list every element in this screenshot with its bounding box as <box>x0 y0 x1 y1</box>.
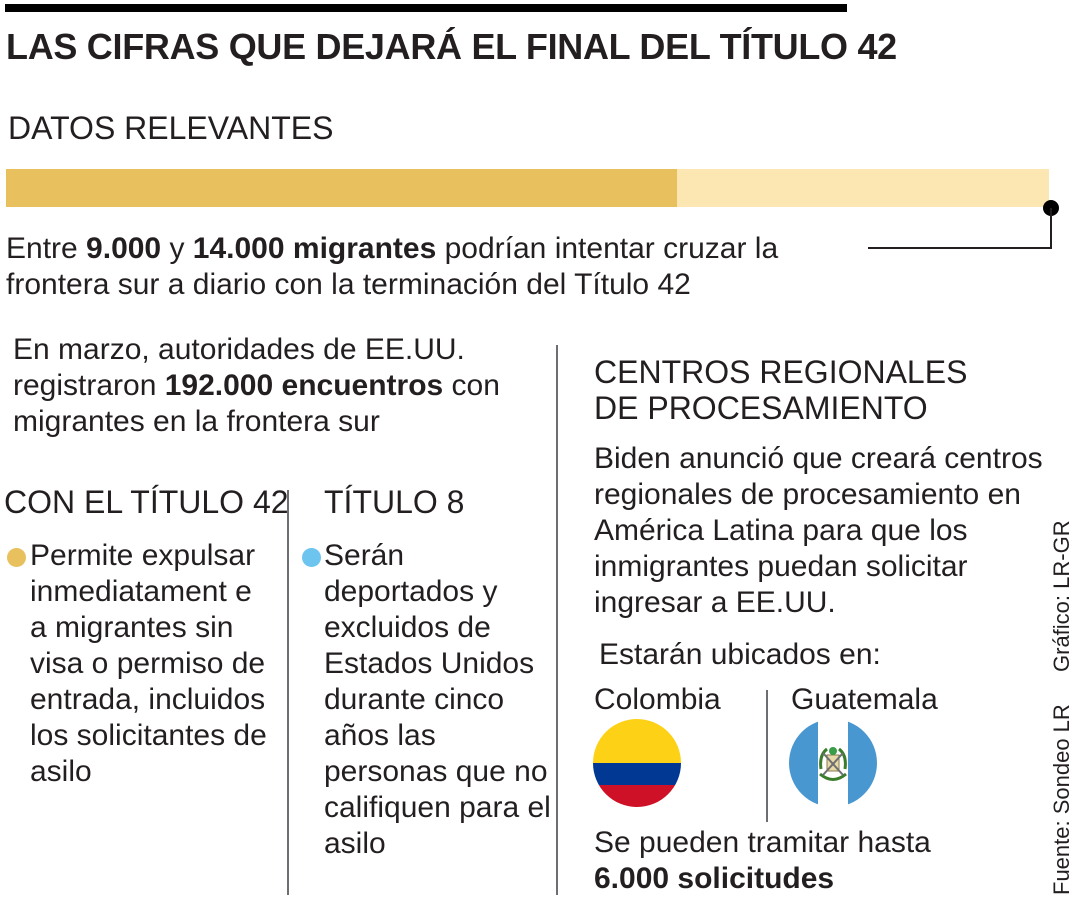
country-label-guatemala: Guatemala <box>791 683 938 716</box>
credit-fuente: Fuente: Sondeo LR <box>1049 704 1074 895</box>
leader-line-vertical <box>1050 208 1052 248</box>
crossing-progress-fill <box>6 169 677 207</box>
credit-grafico: Gráfico: LR-GR <box>1049 520 1074 672</box>
march-post: con migrantes en la frontera sur <box>13 369 500 438</box>
bullet-dot-gold-icon <box>7 548 26 567</box>
crossing-progress-bar <box>6 169 1049 207</box>
crossing-pre: Entre <box>6 232 87 265</box>
colombia-flag-icon <box>593 719 681 807</box>
centros-paragraph: Biden anunció que creará centros regionales de procesamiento en América Latina para que los inmigrantes puedan solicitar ingresar a EE.UU. <box>594 442 1043 619</box>
country-label-colombia: Colombia <box>594 683 721 716</box>
page-title: LAS CIFRAS QUE DEJARÁ EL FINAL DEL TÍTULO 42 <box>6 26 897 67</box>
titulo-8-text: Serán deportados y excluidos de Estados Unidos durante cinco años las personas que no califiquen para el asilo <box>324 539 551 860</box>
bullet-dot-blue-icon <box>302 548 321 567</box>
crossing-mid: y <box>161 232 193 265</box>
crossing-low: 9.000 <box>86 232 162 265</box>
divider-vertical-left <box>287 490 289 895</box>
ubicados-label: Estarán ubicados en: <box>599 638 881 671</box>
leader-line-horizontal <box>868 247 1052 249</box>
march-paragraph <box>13 332 553 440</box>
divider-vertical-center <box>556 345 558 895</box>
march-bold: 192.000 encuentros <box>164 369 444 402</box>
march-pre: En marzo, autoridades de EE.UU. registraron <box>13 333 465 402</box>
tramitar-pre: Se pueden tramitar hasta <box>594 826 931 859</box>
tramitar-paragraph <box>594 825 931 897</box>
top-rule <box>5 4 847 12</box>
divider-vertical-flags <box>766 690 768 822</box>
crossing-post: podrían intentar cruzar la frontera sur a diario con la terminación del Título 42 <box>6 232 779 301</box>
heading-centros <box>594 354 967 426</box>
heading-titulo-8: TÍTULO 8 <box>324 484 465 520</box>
heading-centros-line2: DE PROCESAMIENTO <box>594 390 928 426</box>
guatemala-flag-icon <box>789 719 877 807</box>
heading-centros-line1: CENTROS REGIONALES <box>594 354 968 390</box>
tramitar-bold: 6.000 solicitudes <box>594 862 835 895</box>
titulo-42-text: Permite expulsar inmediatament e a migrantes sin visa o permiso de entrada, incluidos los solicitantes de asilo <box>30 539 267 788</box>
section-title-datos: DATOS RELEVANTES <box>8 110 334 146</box>
crossing-high: 14.000 migrantes <box>192 232 437 265</box>
heading-titulo-42: CON EL TÍTULO 42 <box>4 484 289 520</box>
crossing-paragraph <box>6 231 866 303</box>
